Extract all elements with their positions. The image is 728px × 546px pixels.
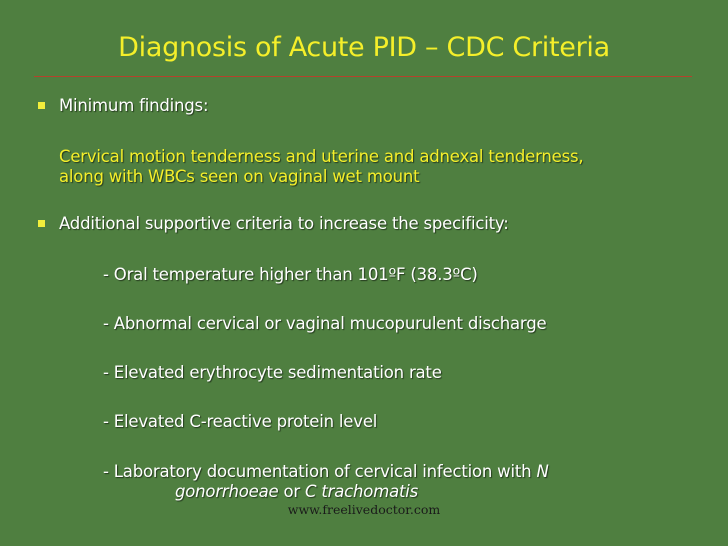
criterion-temperature: - Oral temperature higher than 101ºF (38.3ºC): [103, 265, 478, 284]
bullet-marker-2: [38, 220, 45, 227]
lab-organism-2: C trachomatis: [305, 482, 419, 501]
minimum-findings-line-1: Cervical motion tenderness and uterine and adnexal tenderness,: [59, 147, 584, 166]
lab-prefix: - Laboratory documentation of cervical infection with: [103, 462, 537, 481]
criterion-laboratory: [103, 462, 549, 502]
additional-criteria-heading: Additional supportive criteria to increase the specificity:: [59, 214, 509, 233]
minimum-findings-line-2: along with WBCs seen on vaginal wet mount: [59, 167, 420, 186]
bullet-marker-1: [38, 102, 45, 109]
footer-url: www.freelivedoctor.com: [287, 502, 441, 517]
lab-or: or: [278, 482, 306, 501]
lab-organism-1a: N: [536, 462, 549, 481]
slide-title: Diagnosis of Acute PID – CDC Criteria: [118, 32, 610, 63]
criterion-crp: - Elevated C-reactive protein level: [103, 412, 378, 431]
lab-organism-1b: gonorrhoeae: [175, 482, 279, 501]
minimum-findings-text: [59, 147, 583, 187]
minimum-findings-heading: Minimum findings:: [59, 96, 209, 115]
criterion-discharge: - Abnormal cervical or vaginal mucopurulent discharge: [103, 314, 547, 333]
title-divider: [34, 76, 692, 77]
criterion-esr: - Elevated erythrocyte sedimentation rate: [103, 363, 442, 382]
